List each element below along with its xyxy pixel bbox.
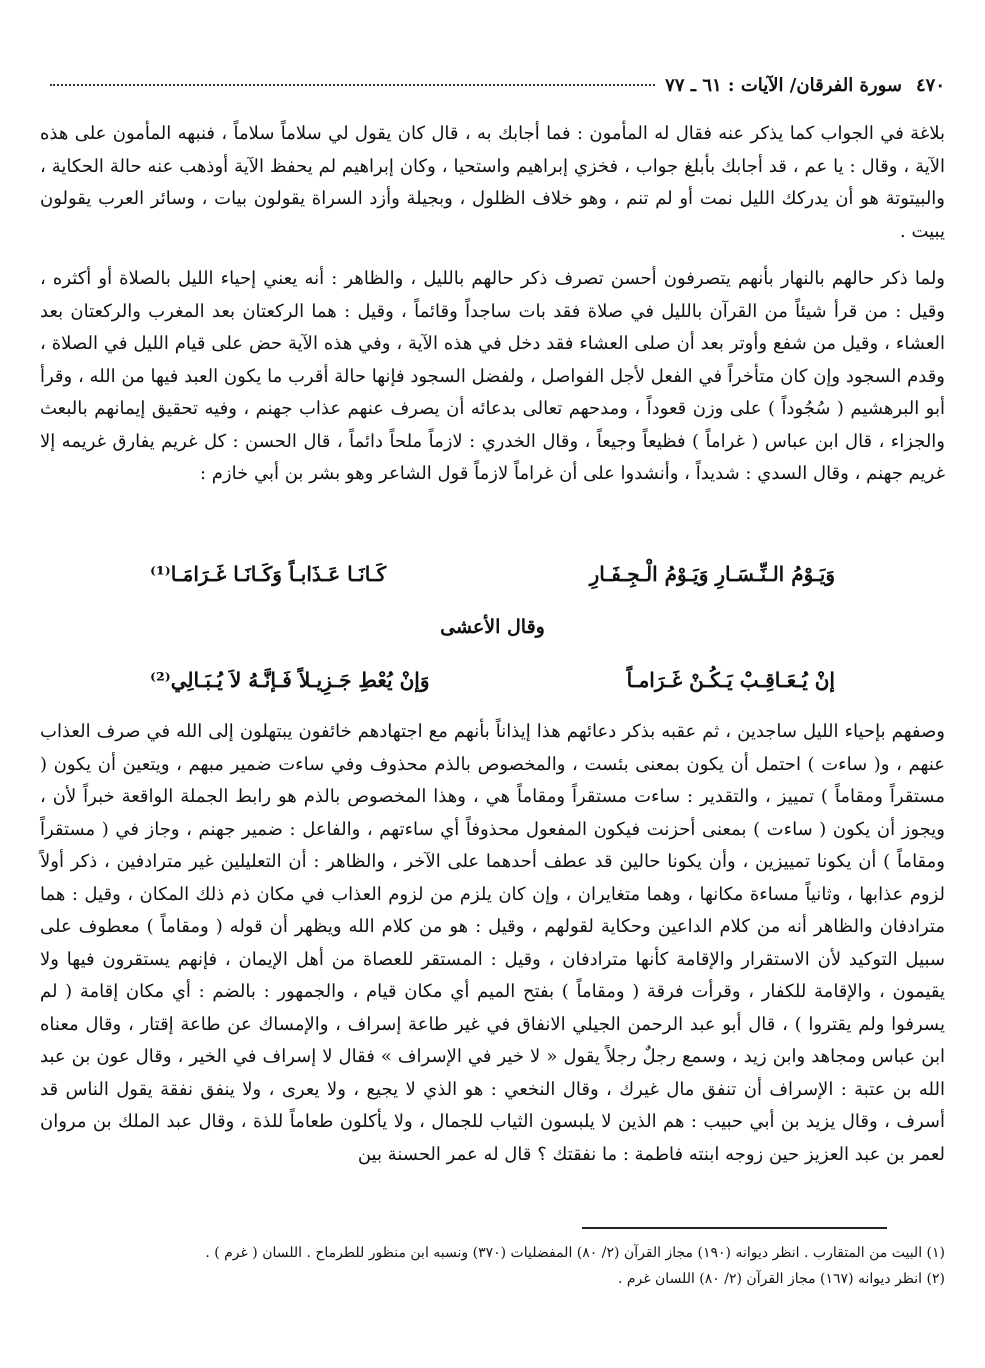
poetry-verse-2 — [150, 668, 835, 692]
paragraph-text: ولما ذكر حالهم بالنهار بأنهم يتصرفون أحسن تصرف ذكر حالهم بالليل ، والظاهر : أنه يعني إحياء الليل بالصلاة أو أكثره ، وقيل : من قرأ شيئاً من القرآن بالليل في صلاة فقد بات ساجداً وقائماً ، وقيل : هما الركعتان بعد المغرب والركعتان بعد العشاء ، وقيل من شفع وأوتر بعد أن صلى العشاء فقد دخل في هذه الآية ، وفي هذه الآية حض على قيام الليل في الصلاة ، وقدم السجود وإن كان متأخراً في الفعل لأجل الفواصل ، ولفضل السجود فإنها حالة أقرب ما يكون العبد فيها من الله ، وقرأ أبو البرهشيم ( سُجُوداً ) على وزن قعوداً ، ومدحهم تعالى بدعائه أن يصرف عنهم عذاب جهنم ، وفيه تحقيق إيمانهم بالبعث والجزاء ، قال ابن عباس ( غراماً ) فظيعاً وجيعاً ، وقال الخدري : لازماً ملحاً دائماً ، قال الحسن : كل غريم يفارق غريمه إلا غريم جهنم ، وقال السدي : شديداً ، وأنشدوا على أن غراماً لازماً قول الشاعر وهو بشر بن أبي خازم : — [40, 268, 945, 484]
section-title: سورة الفرقان/ الآيات : ٦١ ـ ٧٧ — [665, 74, 902, 96]
verse-heading: وقال الأعشى — [440, 616, 545, 638]
poetry-verse-1 — [150, 562, 835, 586]
verse-first-hemistich: وَيَـوْمُ الـنِّـسَـارِ وَيَـوْمُ الْـجِـفَـارِ — [589, 562, 835, 586]
footnote-divider — [582, 1227, 887, 1229]
verse-second-hemistich: وَإنْ يُعْطِ جَـزِيـلاً فَـإنَّـهُ لاَ يُـبَـالِي⁽²⁾ — [150, 668, 430, 692]
verse-first-hemistich: إنْ يُـعَـاقِـبْ يَـكُـنْ غَـرَامـاً — [626, 668, 835, 692]
dotted-leader — [50, 84, 655, 86]
footnote-2: (٢) انظر ديوانه (١٦٧) مجاز القرآن (٢/ ٨٠) اللسان غرم . — [617, 1271, 945, 1287]
paragraph-2 — [40, 263, 945, 491]
paragraph-1 — [40, 118, 945, 248]
paragraph-3 — [40, 716, 945, 1171]
paragraph-text: بلاغة في الجواب كما يذكر عنه فقال له المأمون : فما أجابك به ، قال كان يقول لي سلاماً سلاماً ، فنبهه المأمون على هذه الآية ، وقال : يا عم ، قد أجابك بأبلغ جواب ، فخزي إبراهيم واستحيا ، وكان إبراهيم لم يحفظ الآية أوذهب عنه حالة الحكاية ، والبيتوتة هو أن يدركك الليل نمت أو لم تنم ، وهو خلاف الظلول ، وبجيلة وأزد السراة يقولون بيات ، وسائر العرب يقولون يبيت . — [40, 123, 945, 242]
verse-second-hemistich: كَـانَـا عَـذَابـاً وَكَـانَـا غَـرَامَـا⁽¹⁾ — [150, 562, 387, 586]
running-head — [40, 70, 945, 100]
page-number: ٤٧٠ — [915, 74, 945, 96]
footnotes — [60, 1240, 945, 1292]
paragraph-text: وصفهم بإحياء الليل ساجدين ، ثم عقبه بذكر دعائهم هذا إيذاناً بأنهم مع اجتهادهم خائفون يبتهلون إلى الله في صرف العذاب عنهم ، و( ساءت ) احتمل أن يكون بمعنى بئست ، والمخصوص بالذم محذوف وفي ساءت ضمير مبهم ، ويتعين أن يكون ( مستقراً ومقاماً ) تمييز ، والتقدير : ساءت مستقراً ومقاماً هي ، وهذا المخصوص بالذم هو رابط الجملة الواقعة خبراً لأن ، ويجوز أن يكون ( ساءت ) بمعنى أحزنت فيكون المفعول محذوفاً أي ساءتهم ، والفاعل : ضمير جهنم ، وجاز في ( مستقراً ومقاماً ) أن يكونا تمييزين ، وأن يكونا حالين قد عطف أحدهما على الآخر ، والظاهر : أن التعليلين غير مترادفين ، ذكر أولاً لزوم عذابها ، وثانياً مساءة مكانها ، وهما متغايران ، وإن كان يلزم من لزوم العذاب في مكان ذم ذلك المكان ، وقيل : هما مترادفان والظاهر أنه من كلام الداعين وحكاية لقولهم ، وقيل : هو من كلام الله ويظهر أن قوله ( ومقاماً ) معطوف على سبيل التوكيد لأن الاستقرار والإقامة كأنها مترادفان ، وقيل : المستقر للعصاة من أهل الإيمان ، فإنهم يستقرون فيها ولا يقيمون ، والإقامة للكفار ، وقرأت فرقة ( ومقاماً ) بفتح الميم أي مكان قيام ، والجمهور : بالضم : أي مكان إقامة ( لم يسرفوا ولم يقتروا ) ، قال أبو عبد الرحمن الجيلي الانفاق في غير طاعة إسراف ، والإمساك عن طاعة إقتار ، وقال معناه ابن عباس ومجاهد وابن زيد ، وسمع رجلٌ رجلاً يقول « لا خير في الإسراف » فقال لا إسراف في الخير ، وقال عون بن عبد الله بن عتبة : الإسراف أن تنفق مال غيرك ، وقال النخعي : هو الذي لا يجيع ، ولا يعرى ، ولا ينفق نفقة يقول الناس قد أسرف ، وقال يزيد بن أبي حبيب : هم الذين لا يلبسون الثياب للجمال ، ولا يأكلون طعاماً للذة ، وقال عبد الملك بن مروان لعمر بن عبد العزيز حين زوجه ابنته فاطمة : ما نفقتك ؟ قال له عمر الحسنة بين — [40, 721, 945, 1165]
footnote-1: (١) البيت من المتقارب . انظر ديوانه (١٩٠) مجاز القرآن (٢/ ٨٠) المفضليات (٣٧٠) ونسبه ابن منظور للطرماح . اللسان ( غرم ) . — [205, 1245, 945, 1261]
